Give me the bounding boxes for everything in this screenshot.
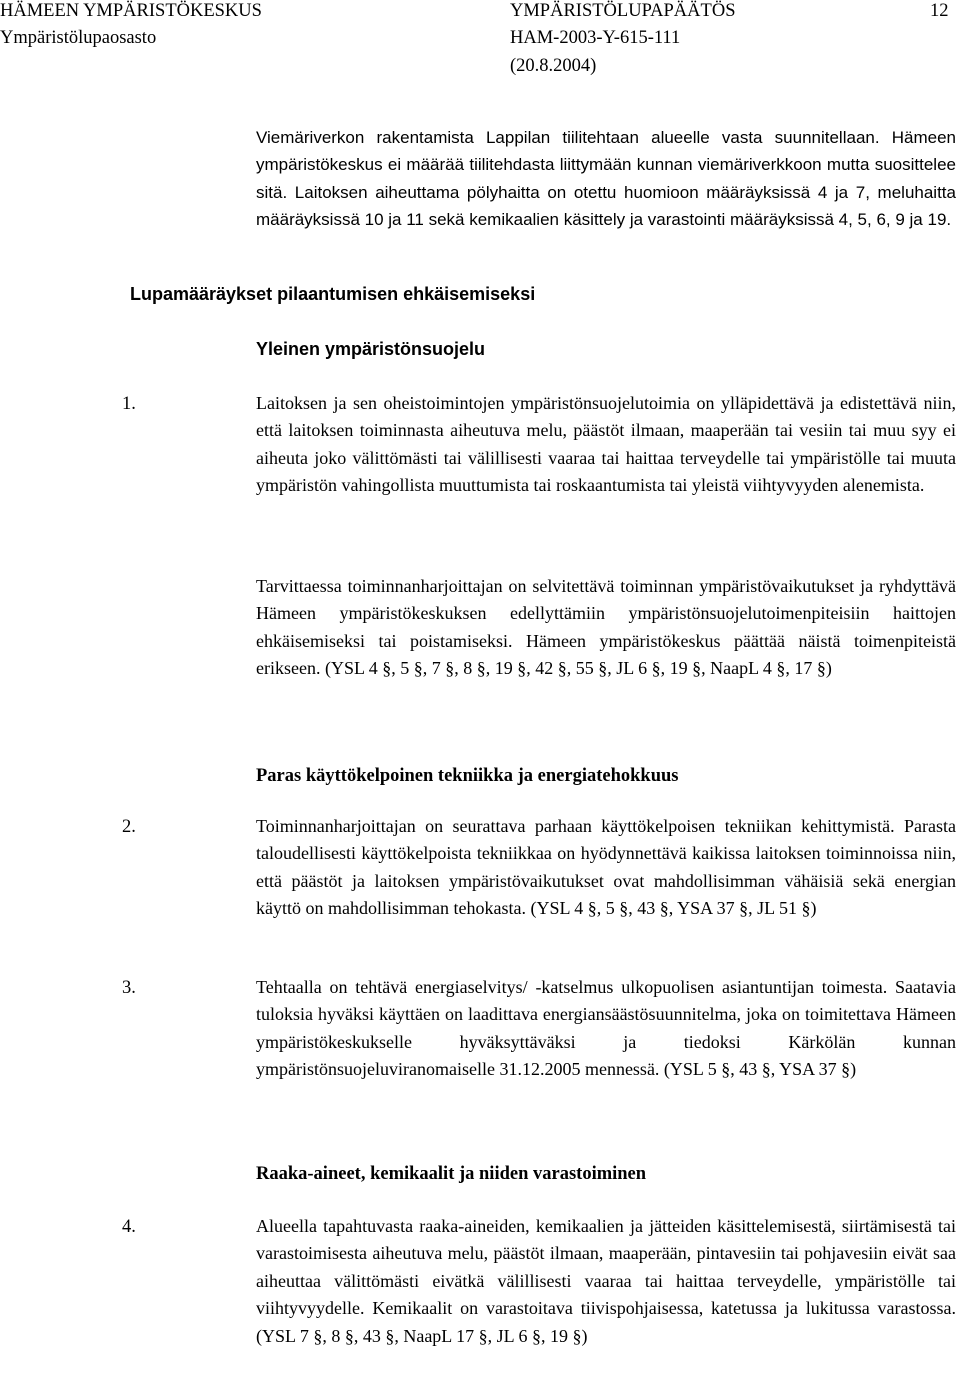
item-text: Tehtaalla on tehtävä energiaselvitys/ -katselmus ulkopuolisen asiantuntijan toimesta. Saatavia tuloksia hyväksi käyttäen on laadittava energiansäästösuunnitelma, joka on toimitettava Hämeen ympäristökeskukselle hyväksyttäväksi ja tiedoksi Kärkölän kunnan ympäristönsuojeluviranomaiselle 31.12.2005 mennessä. (YSL 5 §, 43 §, YSA 37 §) xyxy=(256,977,956,1080)
page-number: 12 xyxy=(930,1,949,21)
item-number: 1. xyxy=(122,394,136,414)
item-text: Laitoksen ja sen oheistoimintojen ympäristönsuojelutoimia on ylläpidettävä ja edistettävä niin, että laitoksen toiminnasta aiheutuva melu, päästöt ilmaan, maaperään tai vesiin tai muu syy ei aiheuta joko välittömästi tai välillisesti vaaraa tai haittaa terveydelle tai ympäristölle tai muuta ympäristön vahingollista muuttumista tai roskaantumista tai yleistä viihtyvyyden alenemista. xyxy=(256,393,956,496)
item-number: 3. xyxy=(122,978,136,998)
header-date: (20.8.2004) xyxy=(510,56,597,76)
item-text: Alueella tapahtuvasta raaka-aineiden, kemikaalien ja jätteiden käsittelemisestä, siirtämisestä tai varastoimisesta aiheutuva melu, päästöt ilmaan, maaperään, pintavesiin tai pohjavesiin eivät saa aiheuttaa välittömästi eivätkä välillisesti vaaraa tai haittaa terveydelle, ympäristölle tai viihtyvyydelle. Kemikaalit on varastoitava tiivispohjaisessa, katetussa ja lukitussa varastossa. (YSL 7 §, 8 §, 43 §, NaapL 17 §, JL 6 §, 19 §) xyxy=(256,1216,956,1346)
section-heading: Lupamääräykset pilaantumisen ehkäisemiseksi xyxy=(130,284,536,304)
subsection-heading: Yleinen ympäristönsuojelu xyxy=(256,339,486,359)
header-department: Ympäristölupaosasto xyxy=(0,28,157,48)
item-text: Toiminnanharjoittajan on seurattava parhaan käyttökelpoisen tekniikan kehittymistä. Parasta taloudellisesti käyttökelpoista tekniikkaa on hyödynnettävä kaikissa laitoksen toiminnoissa niin, että päästöt ja laitoksen ympäristövaikutukset ovat mahdollisimman vähäisiä sekä energian käyttö on mahdollisimman tehokasta. (YSL 4 §, 5 §, 43 §, YSA 37 §, JL 51 §) xyxy=(256,816,956,919)
item-number: 2. xyxy=(122,817,136,837)
item-text-continued: Tarvittaessa toiminnanharjoittajan on selvitettävä toiminnan ympäristövaikutukset ja ryhdyttävä Hämeen ympäristökeskuksen edellyttämiin ympäristönsuojelutoimenpiteisiin haittojen ehkäisemiseksi tai poistamiseksi. Hämeen ympäristökeskus päättää näistä toimenpiteistä erikseen. (YSL 4 §, 5 §, 7 §, 8 §, 19 §, 42 §, 55 §, JL 6 §, 19 §, NaapL 4 §, 17 §) xyxy=(256,576,956,679)
header-document-number: HAM-2003-Y-615-111 xyxy=(510,28,681,48)
header-organization: HÄMEEN YMPÄRISTÖKESKUS xyxy=(0,1,262,21)
subsection-heading: Raaka-aineet, kemikaalit ja niiden varastoiminen xyxy=(256,1164,647,1184)
item-number: 4. xyxy=(122,1217,136,1237)
header-document-type: YMPÄRISTÖLUPAPÄÄTÖS xyxy=(510,1,736,21)
intro-paragraph: Viemäriverkon rakentamista Lappilan tiilitehtaan alueelle vasta suunnitellaan. Hämeen ympäristökeskus ei määrää tiilitehdasta liittymään kunnan viemäriverkkoon mutta suosittelee sitä. Laitoksen aiheuttama pölyhaitta on otettu huomioon määräyksissä 4 ja 7, meluhaitta määräyksissä 10 ja 11 sekä kemikaalien käsittely ja varastointi määräyksissä 4, 5, 6, 9 ja 19. xyxy=(256,128,956,230)
subsection-heading: Paras käyttökelpoinen tekniikka ja energiatehokkuus xyxy=(256,766,679,786)
